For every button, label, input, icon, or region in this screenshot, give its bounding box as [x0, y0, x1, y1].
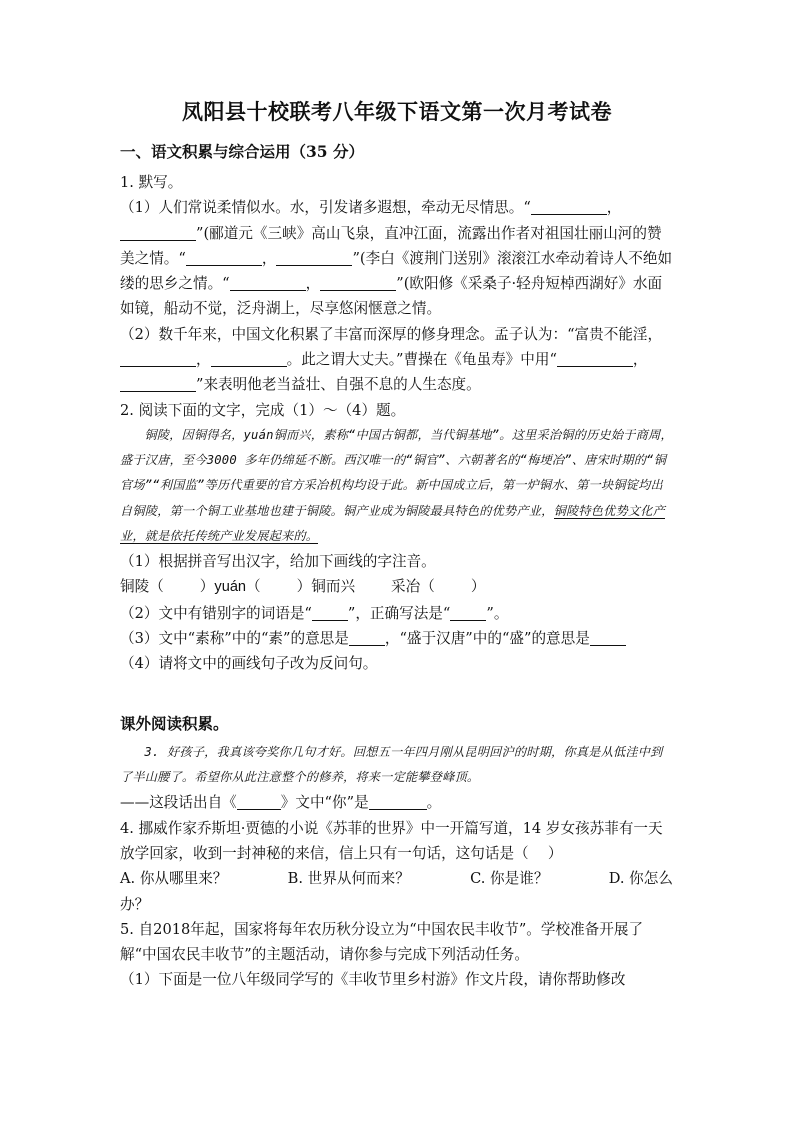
passage-text: 铜陵，因铜得名，yuán铜而兴，素称“中国古铜都，当代铜基地”。这里采治铜的历史始于商周，盛于汉唐，至今3000 多年仍绵延不断。西汉唯一的“铜官”、六朝著名的“梅埂冶”、唐宋时期的“铜官场”“利国监”等历代重要的官方采冶机构均设于此。新中国成立后，第一炉铜水、第一块铜锭均出自铜陵，第一个铜工业基地也建于铜陵。铜产业成为铜陵最具特色的优势产业，	[120, 427, 673, 518]
text-fragment: 。	[426, 794, 442, 812]
text-fragment: ，	[606, 199, 622, 217]
section-heading-2: 课外阅读积累。	[120, 714, 229, 733]
option-d[interactable]: D. 你怎么	[608, 870, 673, 888]
text-fragment: ”。	[486, 604, 509, 622]
option-b[interactable]: B. 世界从何而来？	[287, 870, 410, 888]
answer-blank[interactable]	[186, 251, 262, 266]
text-fragment: 。此之谓大丈夫。”曹操在《龟虽寿》中用“	[286, 351, 557, 369]
underlined-sentence: 铜陵特色优势文化产业，就是依托传统产业发展起来的。	[120, 503, 666, 543]
text-fragment: （1）人们常说柔情似水。水，引发诸多遐想，牵动无尽情思。“	[120, 199, 531, 217]
quote-passage: 3. 好孩子，我真该夸奖你几句才好。回想五一年四月刚从昆明回沪的时期，你真是从低洼中到了半山腰了。希望你从此注意整个的修养，将来一定能攀登峰顶。	[120, 745, 663, 785]
exam-body	[120, 170, 673, 676]
text-fragment: ）	[470, 578, 486, 596]
question-2-sub-4: （4）请将文中的画线句子改为反问句。	[120, 655, 378, 673]
text-fragment: ，	[196, 351, 211, 369]
answer-blank[interactable]	[349, 631, 385, 646]
answer-blank[interactable]	[531, 200, 607, 215]
question-2-sub-1-blanks	[120, 574, 673, 600]
text-fragment: ”，正确写法是“	[347, 604, 451, 622]
question-2-sub-2	[120, 601, 673, 626]
answer-blank[interactable]	[230, 276, 306, 291]
text-fragment: yuán（	[214, 579, 261, 596]
exam-title: 凤阳县十校联考八年级下语文第一次月考试卷	[182, 99, 612, 124]
text-fragment: ”(李白《渡荆门送别》滚滚江水牵动着诗人不绝如缕的思乡之情。“	[120, 249, 673, 293]
text-fragment: ，	[261, 249, 277, 267]
answer-blank[interactable]	[590, 631, 626, 646]
text-fragment: 》文中“你”是	[280, 794, 369, 812]
text-fragment: ）	[199, 578, 215, 596]
text-fragment: ”(欧阳修《采桑子·轻舟短棹西湖好》水面如镜，船动不觉，泛舟湖上，尽享悠闲惬意之情。	[120, 275, 663, 318]
question-4-text: 4. 挪威作家乔斯坦·贾德的小说《苏菲的世界》中一开篇写道，14 岁女孩苏菲有一天放学回家，收到一封神秘的来信，信上只有一句话，这句话是（ ）	[120, 819, 663, 862]
answer-blank[interactable]	[211, 352, 287, 367]
question-1-heading: 1. 默写。	[120, 174, 183, 191]
question-1-part-2	[120, 322, 673, 398]
reading-passage	[120, 423, 673, 549]
answer-blank[interactable]	[557, 352, 633, 367]
text-fragment: ”(郦道元《三峡》高山飞泉，直冲江面，流露出作者对祖国壮丽山河的赞美之情。“	[120, 224, 662, 267]
text-fragment: （2）文中有错别字的词语是“	[120, 604, 312, 622]
text-fragment: （3）文中“素称”中的“素”的意思是	[120, 629, 349, 647]
text-fragment: 铜陵（	[120, 578, 164, 596]
text-fragment: ”来表明他老当益壮、自强不息的人生态度。	[196, 376, 481, 394]
text-fragment: （2）数千年来，中国文化积累了丰富而深厚的修身理念。孟子认为：“富贵不能淫，	[120, 325, 663, 343]
option-c[interactable]: C. 你是谁？	[470, 870, 549, 888]
answer-blank[interactable]	[120, 377, 196, 392]
question-5-text: 5. 自2018年起，国家将每年农历秋分设立为“中国农民丰收节”。学校准备开展了解“中国农民丰收节”的主题活动，请你参与完成下列活动任务。	[120, 920, 644, 964]
text-fragment: ——这段话出自《	[120, 794, 237, 812]
answer-blank[interactable]	[120, 352, 196, 367]
question-1-part-1	[120, 195, 673, 321]
answer-blank[interactable]	[276, 251, 352, 266]
answer-blank[interactable]	[237, 795, 281, 810]
answer-blank[interactable]	[369, 795, 427, 810]
question-2-sub-3	[120, 626, 673, 651]
option-a[interactable]: A. 你从哪里来？	[120, 870, 228, 888]
question-2-heading: 2. 阅读下面的文字，完成（1）～（4）题。	[120, 401, 406, 419]
text-fragment: ）铜而兴	[296, 578, 356, 596]
question-4-options	[120, 866, 673, 891]
text-fragment: 采冶（	[391, 578, 435, 596]
question-5-sub-1: （1）下面是一位八年级同学写的《丰收节里乡村游》作文片段，请你帮助修改	[120, 971, 626, 989]
text-fragment: ，	[305, 275, 321, 293]
answer-blank[interactable]	[312, 606, 348, 621]
answer-blank[interactable]	[450, 606, 486, 621]
section-heading-1: 一、语文积累与综合运用（35 分）	[120, 142, 364, 161]
exam-body-2	[120, 740, 673, 993]
answer-blank[interactable]	[120, 226, 196, 241]
question-3-line	[120, 790, 673, 815]
option-d-continued: 办？	[120, 895, 150, 913]
text-fragment: ，“盛于汉唐”中的“盛”的意思是	[384, 629, 590, 647]
answer-blank[interactable]	[320, 276, 396, 291]
text-fragment: ，	[632, 351, 648, 369]
question-2-sub-1: （1）根据拼音写出汉字，给加下画线的字注音。	[120, 552, 436, 570]
